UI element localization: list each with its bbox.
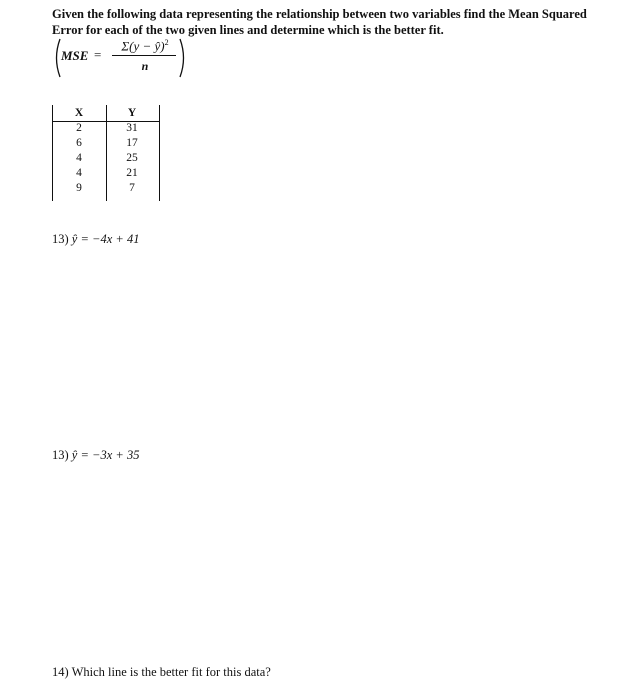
numerator-text: Σ(y − ŷ): [121, 38, 165, 54]
x-cell: 4: [76, 167, 82, 179]
y-cell: 7: [129, 182, 135, 194]
instructions-text: Given the following data representing the relationship between two variables find the Mean Squared Error for each of the two given lines and determine which is the better fit.: [52, 7, 587, 37]
formula-numerator: [110, 38, 180, 54]
table-border-left: [52, 105, 53, 201]
question-number: 13): [52, 232, 69, 246]
x-cell: 9: [76, 182, 82, 194]
right-paren-icon: [178, 38, 188, 78]
question-line-2: [52, 448, 139, 463]
x-cell: 4: [76, 152, 82, 164]
mse-formula: [52, 38, 192, 78]
line-equation: ŷ = −4x + 41: [71, 232, 140, 246]
x-cell: 6: [76, 137, 82, 149]
y-header: Y: [127, 107, 137, 119]
x-column: [54, 105, 104, 196]
table-border-right: [159, 105, 160, 201]
x-cell: 2: [76, 122, 82, 134]
fraction-bar: [112, 55, 176, 56]
question-number: 14): [52, 665, 69, 679]
y-cell: 21: [126, 167, 138, 179]
data-table: [52, 105, 160, 201]
question-line-1: [52, 232, 139, 247]
y-cell: 25: [126, 152, 138, 164]
y-cell: 31: [126, 122, 138, 134]
mse-label: MSE: [61, 48, 89, 63]
y-cell: 17: [126, 137, 138, 149]
x-header: X: [74, 107, 84, 119]
equals-sign: =: [94, 47, 102, 62]
line-equation: ŷ = −3x + 35: [71, 448, 140, 462]
question-text: Which line is the better fit for this data?: [71, 665, 271, 679]
question-better-fit: [52, 665, 271, 680]
question-number: 13): [52, 448, 69, 462]
formula-denominator: n: [141, 59, 149, 73]
y-column: [107, 105, 157, 196]
numerator-exponent: 2: [164, 38, 169, 47]
